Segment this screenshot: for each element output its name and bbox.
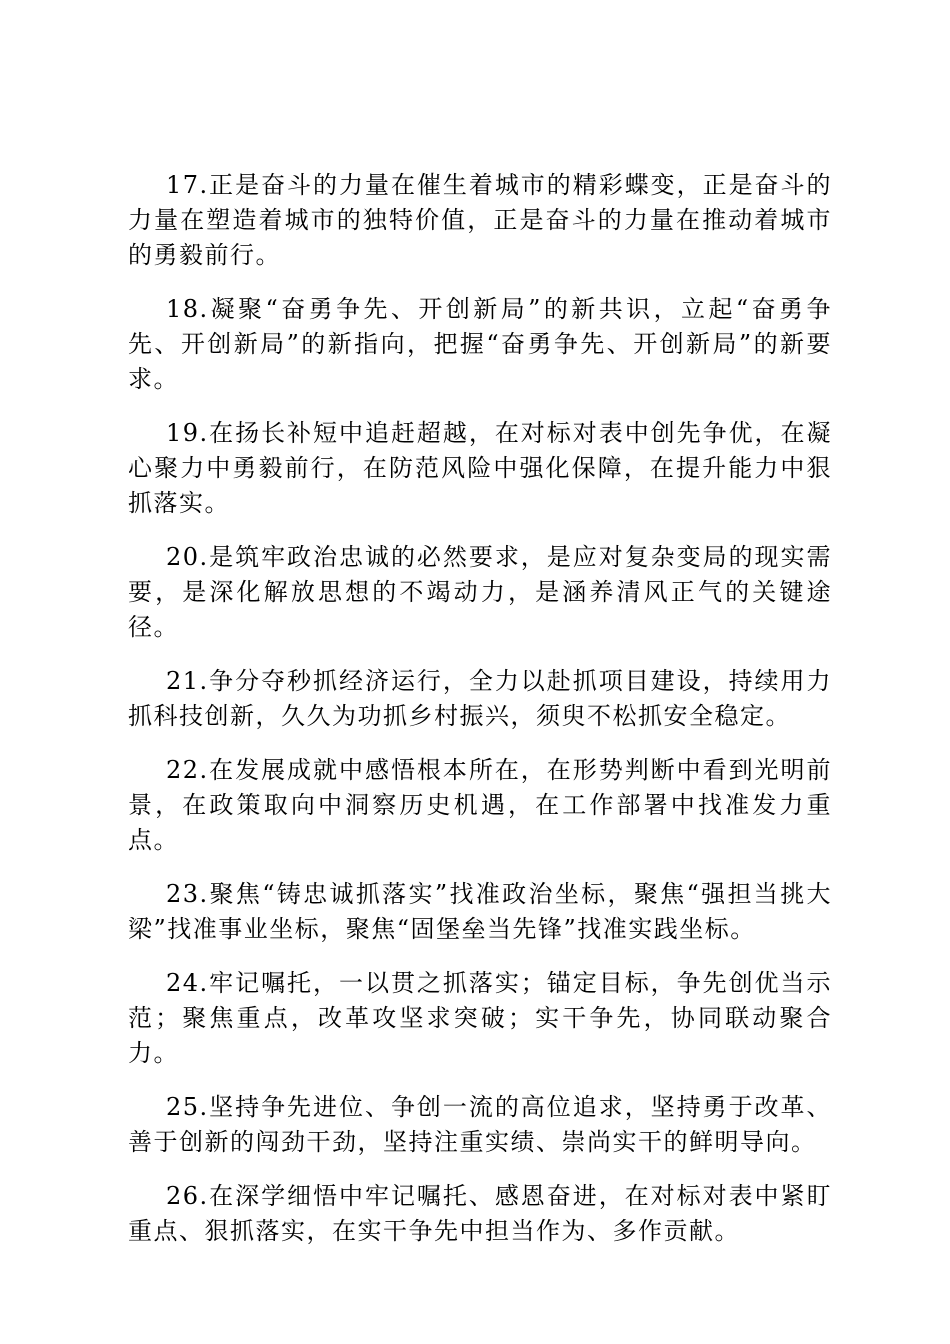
paragraph-25: 25.坚持争先进位、争创一流的高位追求，坚持勇于改革、善于创新的闯劲干劲，坚持注重实绩、崇尚实干的鲜明导向。: [128, 1093, 832, 1156]
paragraph-22: 22.在发展成就中感悟根本所在，在形势判断中看到光明前景，在政策取向中洞察历史机遇，在工作部署中找准发力重点。: [128, 756, 832, 854]
paragraph-21: 21.争分夺秒抓经济运行，全力以赴抓项目建设，持续用力抓科技创新，久久为功抓乡村振兴，须臾不松抓安全稳定。: [128, 667, 832, 730]
paragraph-24: 24.牢记嘱托，一以贯之抓落实；锚定目标，争先创优当示范；聚焦重点，改革攻坚求突破；实干争先，协同联动聚合力。: [128, 969, 832, 1067]
document-body: [128, 168, 832, 1268]
paragraph-20: 20.是筑牢政治忠诚的必然要求，是应对复杂变局的现实需要，是深化解放思想的不竭动力，是涵养清风正气的关键途径。: [128, 543, 832, 641]
paragraph-17: 17.正是奋斗的力量在催生着城市的精彩蝶变，正是奋斗的力量在塑造着城市的独特价值，正是奋斗的力量在推动着城市的勇毅前行。: [128, 171, 832, 269]
paragraph-26: 26.在深学细悟中牢记嘱托、感恩奋进，在对标对表中紧盯重点、狠抓落实，在实干争先中担当作为、多作贡献。: [128, 1182, 832, 1245]
paragraph-18: 18.凝聚“奋勇争先、开创新局”的新共识，立起“奋勇争先、开创新局”的新指向，把握“奋勇争先、开创新局”的新要求。: [128, 295, 832, 393]
paragraph-19: 19.在扬长补短中追赶超越，在对标对表中创先争优，在凝心聚力中勇毅前行，在防范风险中强化保障，在提升能力中狠抓落实。: [128, 419, 832, 517]
paragraph-23: 23.聚焦“铸忠诚抓落实”找准政治坐标，聚焦“强担当挑大梁”找准事业坐标，聚焦“固堡垒当先锋”找准实践坐标。: [128, 880, 832, 943]
